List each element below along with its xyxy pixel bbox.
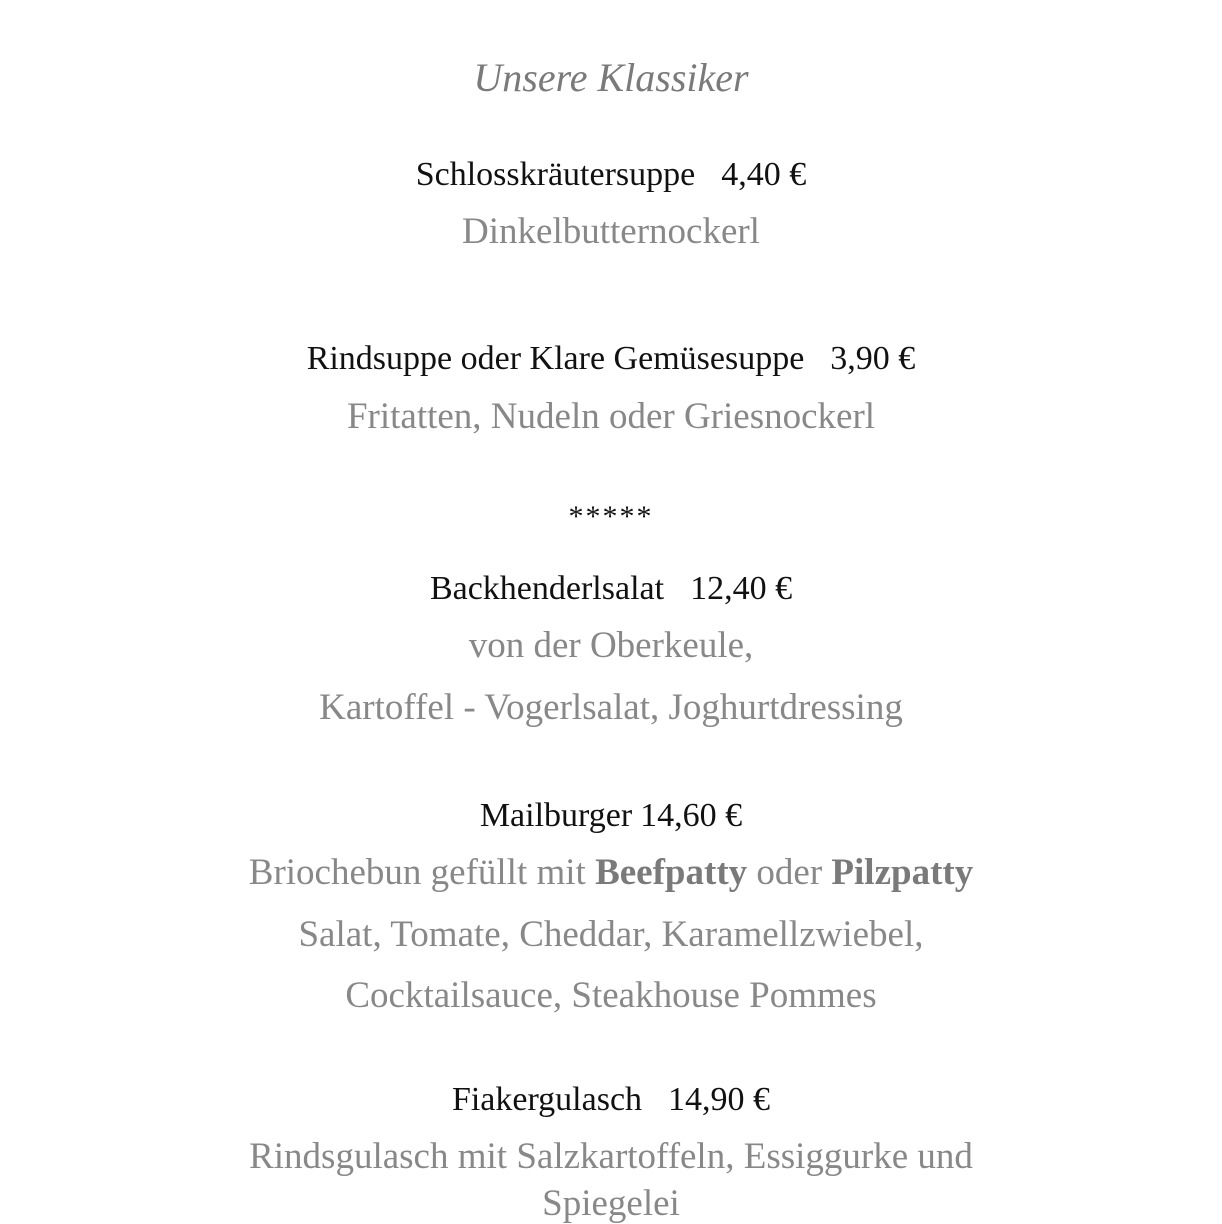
menu-item-title [0, 158, 1222, 192]
menu-item-description: von der Oberkeule, [468, 625, 754, 666]
section-heading: Unsere Klassiker [473, 55, 749, 100]
menu-item-description: Rindsgulasch mit Salzkartoffeln, Essiggurke und [249, 1136, 973, 1177]
description-text: Briochebun gefüllt mit [248, 852, 596, 893]
menu-item-name: Backhenderlsalat [429, 570, 665, 607]
menu-item-description: Spiegelei [542, 1183, 680, 1224]
menu-item-title [0, 799, 1222, 833]
menu-item-price: 14,90 € [668, 1081, 771, 1118]
menu-item-description: Kartoffel - Vogerlsalat, Joghurtdressing [319, 687, 903, 728]
menu-item-title [0, 342, 1222, 376]
menu-item-description [0, 854, 1222, 891]
menu-item-name: Mailburger [479, 797, 633, 834]
menu-item-price: 4,40 € [721, 156, 807, 193]
menu-item-price: 3,90 € [830, 340, 916, 377]
menu-item-title [0, 1083, 1222, 1117]
menu-item-name: Fiakergulasch [451, 1081, 643, 1118]
menu-item-title [0, 572, 1222, 606]
menu-item-description: Cocktailsauce, Steakhouse Pommes [345, 975, 877, 1016]
menu-item-description: Fritatten, Nudeln oder Griesnockerl [346, 396, 876, 437]
menu-item-description: Salat, Tomate, Cheddar, Karamellzwiebel, [298, 914, 924, 955]
menu-item-name: Schlosskräutersuppe [415, 156, 696, 193]
description-highlight: Beefpatty [595, 852, 748, 893]
description-highlight: Pilzpatty [831, 852, 974, 893]
menu-item-price: 14,60 € [640, 797, 743, 834]
menu-item-name: Rindsuppe oder Klare Gemüsesuppe [306, 340, 805, 377]
menu-item-description: Dinkelbutternockerl [462, 211, 760, 252]
section-separator: ***** [568, 500, 654, 533]
menu-item-price: 12,40 € [690, 570, 793, 607]
description-text: oder [747, 852, 832, 893]
